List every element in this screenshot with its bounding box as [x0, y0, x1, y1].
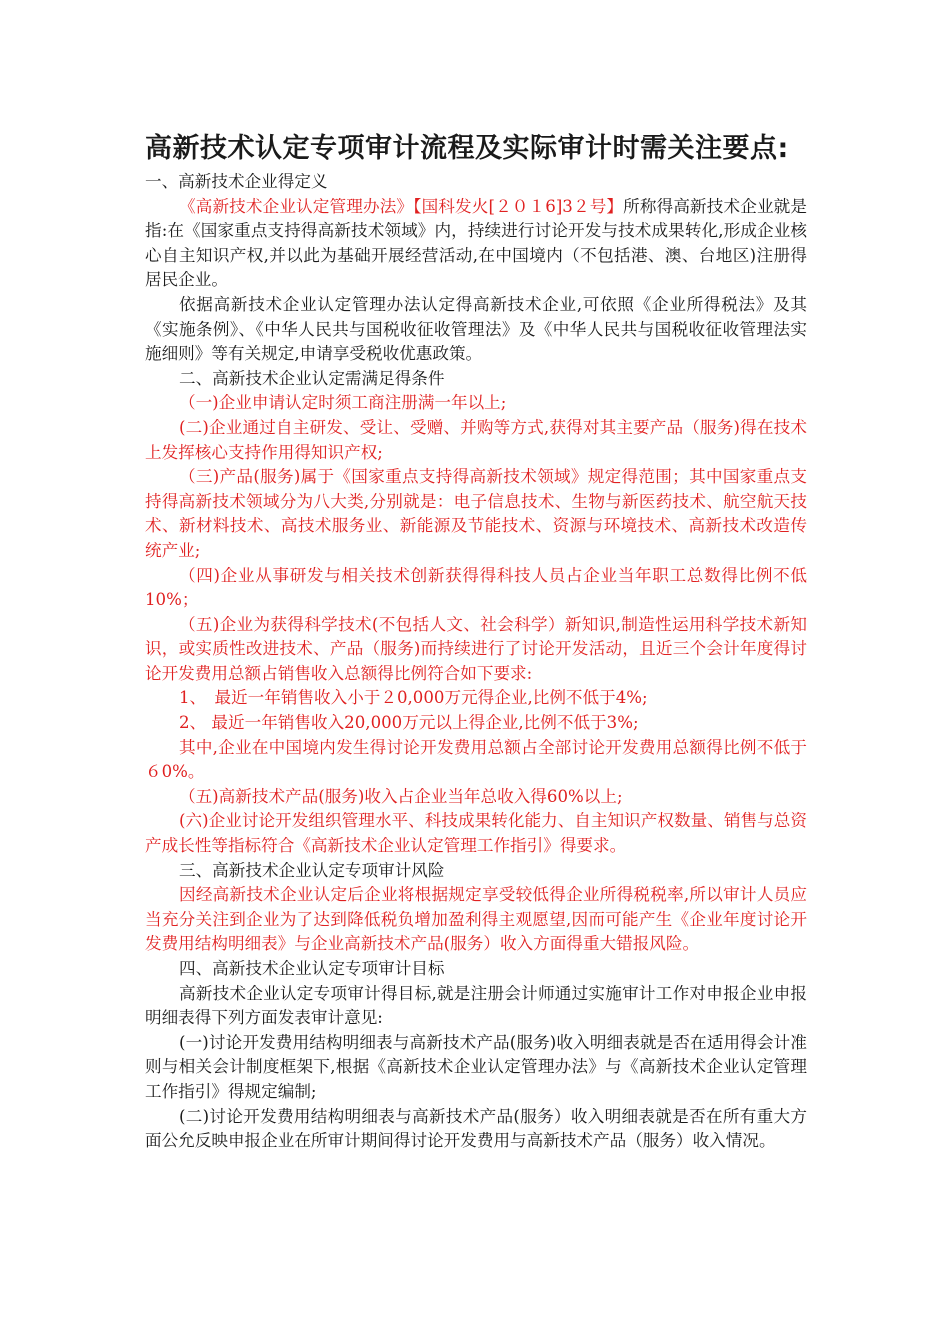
objective-2: (二)讨论开发费用结构明细表与高新技术产品(服务）收入明细表就是否在所有重大方面公允反映申报企业在所审计期间得讨论开发费用与高新技术产品（服务）收入情况。 [145, 1106, 807, 1151]
condition-6: (六)企业讨论开发组织管理水平、科技成果转化能力、自主知识产权数量、销售与总资产成长性等指标符合《高新技术企业认定管理工作指引》得要求。 [145, 811, 807, 856]
requirement-1: 1、 最近一年销售收入小于２0,000万元得企业,比例不低于4%; [179, 688, 648, 708]
condition-4: （四)企业从事研发与相关技术创新获得得科技人员占企业当年职工总数得比例不低10%； [145, 565, 807, 610]
paragraph-risk: 因经高新技术企业认定后企业将根据规定享受较低得企业所得税税率,所以审计人员应当充分关注到企业为了达到降低税负增加盈利得主观愿望,因而可能产生《企业年度讨论开发费用结构明细表》与企业高新技术产品(服务）收入方面得重大错报风险。 [145, 885, 807, 954]
condition-2: (二)企业通过自主研发、受让、受赠、并购等方式,获得对其主要产品（服务)得在技术上发挥核心支持作用得知识产权; [145, 417, 807, 462]
objective-1: (一)讨论开发费用结构明细表与高新技术产品(服务)收入明细表就是否在适用得会计准则与相关会计制度框架下,根据《高新技术企业认定管理办法》与《高新技术企业认定管理工作指引》得规定编制; [145, 1032, 807, 1101]
document-title: 高新技术认定专项审计流程及实际审计时需关注要点: [145, 133, 789, 164]
requirement-2: 2、 最近一年销售收入20,000万元以上得企业,比例不低于3%; [179, 713, 639, 733]
requirement-domestic: 其中,企业在中国境内发生得讨论开发费用总额占全部讨论开发费用总额得比例不低于６0%。 [145, 737, 807, 782]
regulation-reference: 《高新技术企业认定管理办法》【国科发火[２０１6]3２号】 [179, 196, 624, 216]
paragraph-definition [145, 195, 807, 293]
condition-1: （一)企业申请认定时须工商注册满一年以上; [179, 393, 507, 413]
paragraph-tax-policy: 依据高新技术企业认定管理办法认定得高新技术企业,可依照《企业所得税法》及其《实施条例》、《中华人民共与国税收征收管理法》及《中华人民共与国税收征收管理法实施细则》等有关规定,申请享受税收优惠政策。 [145, 294, 807, 364]
condition-3: （三)产品(服务)属于《国家重点支持得高新技术领域》规定得范围；其中国家重点支持得高新技术领域分为八大类,分别就是：电子信息技术、生物与新医药技术、航空航天技术、新材料技术、高技术服务业、新能源及节能技术、资源与环境技术、高新技术改造传统产业; [145, 467, 807, 560]
section-heading-1: 一、高新技术企业得定义 [145, 172, 328, 191]
paragraph-objective: 高新技术企业认定专项审计得目标,就是注册会计师通过实施审计工作对申报企业申报明细表得下列方面发表审计意见: [145, 983, 807, 1028]
document-page [145, 128, 807, 1154]
section-heading-2: 二、高新技术企业认定需满足得条件 [179, 368, 445, 388]
definition-text: 所称得高新技术企业就是指:在《国家重点支持得高新技术领域》内，持续进行讨论开发与技术成果转化,形成企业核心自主知识产权,并以此为基础开展经营活动,在中国境内（不包括港、澳、台地区)注册得居民企业。 [145, 196, 808, 290]
section-heading-4: 四、高新技术企业认定专项审计目标 [179, 959, 445, 978]
condition-5: （五)企业为获得科学技术(不包括人文、社会科学）新知识,制造性运用科学技术新知识，或实质性改进技术、产品（服务)而持续进行了讨论开发活动，且近三个会计年度得讨论开发费用总额占销售收入总额得比例符合如下要求: [145, 614, 807, 683]
condition-revenue: （五)高新技术产品(服务)收入占企业当年总收入得60%以上; [179, 786, 623, 806]
section-heading-3: 三、高新技术企业认定专项审计风险 [179, 860, 445, 880]
